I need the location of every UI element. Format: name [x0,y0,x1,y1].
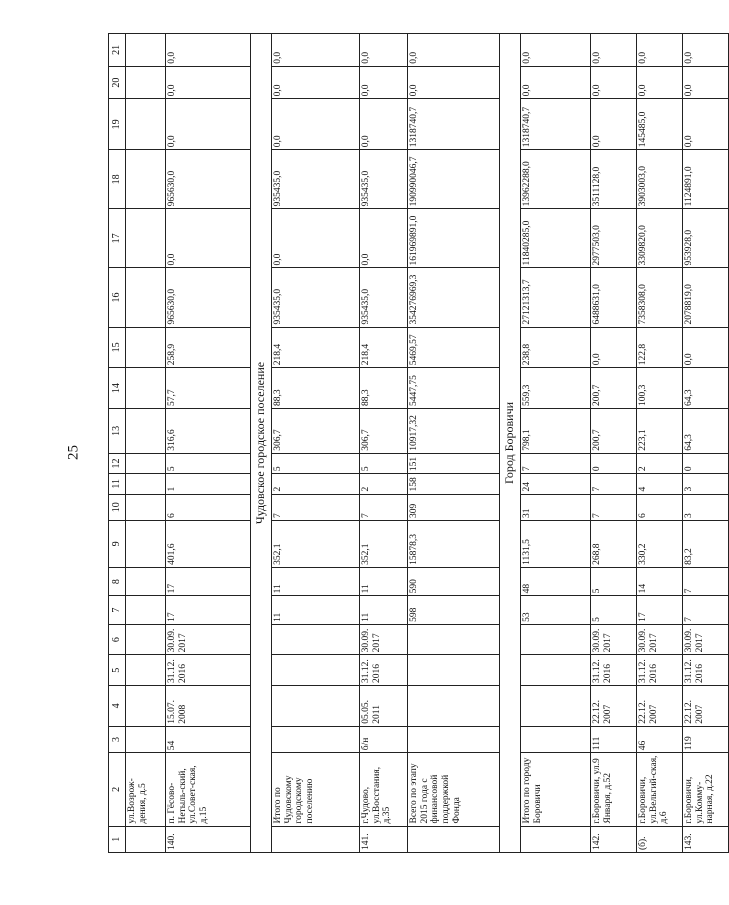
table-cell-col-8: 48 [521,567,591,596]
table-cell-col-16: 965630,0 [166,268,251,327]
table-cell-col-2: г.Боровичи, ул.Вельгий-ская, д.6 [637,753,683,826]
table-cell-col-18: 3903003,0 [637,150,683,209]
table-cell-col-8: 11 [272,567,360,596]
table-cell-col-4 [408,685,500,726]
table-cell-col-14: 88,3 [360,368,408,409]
table-row [408,34,500,853]
table-cell-col-10: 7 [591,494,637,520]
table-cell-col-18: 3511128,0 [591,150,637,209]
table-cell-col-15: 218,4 [360,327,408,368]
table-cell-col-1 [272,826,360,852]
table-cell-col-7: 598 [408,596,500,625]
table-cell-col-16: 354276969,3 [408,268,500,327]
table-cell-col-10 [126,494,166,520]
table-row [591,34,637,853]
table-cell-col-9: 15878,3 [408,521,500,568]
table-cell-col-15: 238,8 [521,327,591,368]
table-cell-col-15: 122,8 [637,327,683,368]
table-cell-col-5: 31.12. 2016 [166,655,251,686]
column-number: 18 [109,150,126,209]
table-cell-col-7: 53 [521,596,591,625]
table-cell-col-17 [126,209,166,268]
section-row [500,34,521,853]
column-number: 6 [109,624,126,655]
table-cell-col-15 [126,327,166,368]
table-cell-col-1: 143. [683,826,729,852]
table-cell-col-3: 54 [166,726,251,752]
table-cell-col-7 [126,596,166,625]
table-cell-col-8: 7 [683,567,729,596]
table-cell-col-1 [521,826,591,852]
table-cell-col-15: 0,0 [591,327,637,368]
table-cell-col-14: 100,3 [637,368,683,409]
table-cell-col-10: 7 [272,494,360,520]
table-cell-col-2: ул.Возрож-дения, д.5 [126,753,166,826]
table-cell-col-10: 7 [360,494,408,520]
table-cell-col-8: 590 [408,567,500,596]
table-row [126,34,166,853]
table-cell-col-4 [272,685,360,726]
table-cell-col-9: 401,6 [166,521,251,568]
table-cell-col-9: 330,2 [637,521,683,568]
table-cell-col-1: 141. [360,826,408,852]
table-cell-col-10: 6 [166,494,251,520]
table-cell-col-5 [521,655,591,686]
table-cell-col-12: 0 [683,453,729,473]
table-cell-col-6: 30.09. 2017 [360,624,408,655]
table-cell-col-14: 88,3 [272,368,360,409]
table-cell-col-6: 30.09. 2017 [166,624,251,655]
table-cell-col-5: 31.12. 2016 [360,655,408,686]
column-number: 21 [109,34,126,67]
table-cell-col-12: 2 [637,453,683,473]
table-cell-col-12: 5 [360,453,408,473]
table-cell-col-19: 0,0 [272,99,360,150]
table-cell-col-19: 0,0 [360,99,408,150]
table-cell-col-5 [272,655,360,686]
table-row [272,34,360,853]
table-cell-col-11: 24 [521,474,591,494]
table-cell-col-19: 0,0 [591,99,637,150]
table-cell-col-2: г.Чудово, ул.Восстания, д.35 [360,753,408,826]
table-cell-col-5: 31.12. 2016 [591,655,637,686]
table-cell-col-13: 64,3 [683,408,729,453]
table-cell-col-2: Всего по этапу 2015 года с финансовой поддержкой Фонда [408,753,500,826]
table-cell-col-7: 5 [591,596,637,625]
table-cell-col-21 [126,34,166,67]
table-cell-col-20: 0,0 [521,66,591,99]
table-cell-col-9 [126,521,166,568]
table-cell-col-18: 935435,0 [360,150,408,209]
table-cell-col-17: 2977503,0 [591,209,637,268]
table-cell-col-12: 5 [272,453,360,473]
table-cell-col-14: 200,7 [591,368,637,409]
table-cell-col-5 [408,655,500,686]
table-cell-col-19 [126,99,166,150]
table-cell-col-14 [126,368,166,409]
table-cell-col-8: 11 [360,567,408,596]
table-cell-col-1: 140. [166,826,251,852]
table-cell-col-13: 10917,32 [408,408,500,453]
table-cell-col-10: 6 [637,494,683,520]
table-cell-col-9: 1131,5 [521,521,591,568]
table-cell-col-5: 31.12. 2016 [683,655,729,686]
table-cell-col-9: 352,1 [272,521,360,568]
table-cell-col-13: 306,7 [272,408,360,453]
table-cell-col-3: 46 [637,726,683,752]
table-cell-col-9: 352,1 [360,521,408,568]
table-cell-col-11: 2 [272,474,360,494]
table-cell-col-4: 22.12. 2007 [637,685,683,726]
table-cell-col-17: 0,0 [272,209,360,268]
table-cell-col-10: 3 [683,494,729,520]
table-cell-col-17: 0,0 [166,209,251,268]
table-cell-col-6 [408,624,500,655]
table-cell-col-13: 223,1 [637,408,683,453]
table-cell-col-3 [521,726,591,752]
table-cell-col-2: Итого по Чудовскому городскому поселению [272,753,360,826]
table-cell-col-14: 57,7 [166,368,251,409]
table-cell-col-11: 158 [408,474,500,494]
table-cell-col-19: 0,0 [166,99,251,150]
table-cell-col-8: 17 [166,567,251,596]
table-cell-col-15: 218,4 [272,327,360,368]
table-cell-col-18 [126,150,166,209]
table-body [109,34,729,853]
table-cell-col-5 [126,655,166,686]
table-cell-col-14: 5447,75 [408,368,500,409]
table-cell-col-4 [521,685,591,726]
table-cell-col-21: 0,0 [272,34,360,67]
table-cell-col-11: 1 [166,474,251,494]
column-number: 14 [109,368,126,409]
table-cell-col-6 [272,624,360,655]
housing-program-table [108,33,729,853]
table-row [637,34,683,853]
table-cell-col-21: 0,0 [360,34,408,67]
table-cell-col-21: 0,0 [166,34,251,67]
table-cell-col-13: 798,1 [521,408,591,453]
table-cell-col-16: 935435,0 [272,268,360,327]
table-cell-col-17: 3309820,0 [637,209,683,268]
table-cell-col-14: 559,3 [521,368,591,409]
column-number: 10 [109,494,126,520]
table-cell-col-3 [408,726,500,752]
table-cell-col-6: 30.09. 2017 [637,624,683,655]
table-cell-col-2: п. Гёсово-Нетыль-ский, ул.Совет-ская, д.15 [166,753,251,826]
table-cell-col-11 [126,474,166,494]
column-number: 17 [109,209,126,268]
table-cell-col-14: 64,3 [683,368,729,409]
column-number: 2 [109,753,126,826]
table-cell-col-1: (б). [637,826,683,852]
page-number: 25 [65,445,82,460]
table-cell-col-16: 2078819,0 [683,268,729,327]
column-number: 20 [109,66,126,99]
table-cell-col-4: 05.05. 2011 [360,685,408,726]
table-cell-col-7: 17 [637,596,683,625]
table-cell-col-7: 17 [166,596,251,625]
table-cell-col-11: 4 [637,474,683,494]
table-cell-col-20 [126,66,166,99]
table-cell-col-19: 1318740,7 [408,99,500,150]
table-cell-col-20: 0,0 [591,66,637,99]
table-cell-col-18: 190990046,7 [408,150,500,209]
table-cell-col-12: 5 [166,453,251,473]
table-cell-col-9: 83,2 [683,521,729,568]
table-row [166,34,251,853]
table-cell-col-21: 0,0 [591,34,637,67]
table-cell-col-11: 7 [591,474,637,494]
table-cell-col-10: 31 [521,494,591,520]
table-cell-col-9: 268,8 [591,521,637,568]
table-cell-col-20: 0,0 [683,66,729,99]
table-cell-col-13: 316,6 [166,408,251,453]
table-cell-col-11: 2 [360,474,408,494]
table-cell-col-21: 0,0 [683,34,729,67]
table-cell-col-21: 0,0 [637,34,683,67]
table-cell-col-4: 22.12. 2007 [591,685,637,726]
table-cell-col-4: 22.12. 2007 [683,685,729,726]
column-number: 4 [109,685,126,726]
table-cell-col-6: 30.09. 2017 [591,624,637,655]
table-cell-col-19: 1318740,7 [521,99,591,150]
table-cell-col-18: 13962288,0 [521,150,591,209]
table-cell-col-3: 111 [591,726,637,752]
table-cell-col-20: 0,0 [408,66,500,99]
table-cell-col-8: 5 [591,567,637,596]
table-cell-col-13: 200,7 [591,408,637,453]
table-cell-col-3 [272,726,360,752]
table-cell-col-8 [126,567,166,596]
column-number: 3 [109,726,126,752]
table-cell-col-16 [126,268,166,327]
table-cell-col-13 [126,408,166,453]
table-cell-col-7: 7 [683,596,729,625]
table-cell-col-16: 6488631,0 [591,268,637,327]
table-cell-col-15: 5469,57 [408,327,500,368]
table-cell-col-12 [126,453,166,473]
table-cell-col-17: 11840285,0 [521,209,591,268]
table-cell-col-6 [126,624,166,655]
table-cell-col-20: 0,0 [272,66,360,99]
section-title: Чудовское городское поселение [251,34,272,853]
table-cell-col-6: 30.09. 2017 [683,624,729,655]
table-row [360,34,408,853]
table-cell-col-3 [126,726,166,752]
table-cell-col-18: 935435,0 [272,150,360,209]
table-cell-col-12: 151 [408,453,500,473]
table-cell-col-1: 142. [591,826,637,852]
table-cell-col-12: 7 [521,453,591,473]
column-number: 7 [109,596,126,625]
column-number: 19 [109,99,126,150]
table-cell-col-21: 0,0 [408,34,500,67]
table-cell-col-18: 965630,0 [166,150,251,209]
table-cell-col-8: 14 [637,567,683,596]
table-cell-col-12: 0 [591,453,637,473]
table-cell-col-15: 258,9 [166,327,251,368]
table-cell-col-20: 0,0 [637,66,683,99]
column-number: 12 [109,453,126,473]
table-cell-col-3: 119 [683,726,729,752]
table-cell-col-1 [408,826,500,852]
section-title: Город Боровичи [500,34,521,853]
table-cell-col-13: 306,7 [360,408,408,453]
column-number: 15 [109,327,126,368]
table-cell-col-16: 935435,0 [360,268,408,327]
column-number-row [109,34,126,853]
table-cell-col-17: 161969891,0 [408,209,500,268]
column-number: 16 [109,268,126,327]
column-number: 11 [109,474,126,494]
column-number: 8 [109,567,126,596]
rotated-table-container [108,33,716,853]
column-number: 5 [109,655,126,686]
column-number: 9 [109,521,126,568]
table-cell-col-20: 0,0 [166,66,251,99]
table-cell-col-20: 0,0 [360,66,408,99]
table-row [521,34,591,853]
table-cell-col-19: 0,0 [683,99,729,150]
table-cell-col-3: б/н [360,726,408,752]
table-cell-col-16: 7358308,0 [637,268,683,327]
table-cell-col-17: 953928,0 [683,209,729,268]
table-row [683,34,729,853]
table-cell-col-10: 309 [408,494,500,520]
table-cell-col-5: 31.12. 2016 [637,655,683,686]
table-cell-col-21: 0,0 [521,34,591,67]
table-cell-col-2: Итого по городу Боровичи [521,753,591,826]
table-cell-col-11: 3 [683,474,729,494]
table-cell-col-6 [521,624,591,655]
table-cell-col-7: 11 [360,596,408,625]
table-cell-col-19: 145485,0 [637,99,683,150]
table-cell-col-15: 0,0 [683,327,729,368]
table-cell-col-2: г.Боровичи, ул.Комму-нарная, д.22 [683,753,729,826]
table-cell-col-4 [126,685,166,726]
column-number: 1 [109,826,126,852]
column-number: 13 [109,408,126,453]
table-cell-col-4: 15.07. 2008 [166,685,251,726]
table-cell-col-2: г.Боровичи, ул.9 Января, д.52 [591,753,637,826]
table-cell-col-7: 11 [272,596,360,625]
table-cell-col-16: 27121313,7 [521,268,591,327]
table-cell-col-18: 1124891,0 [683,150,729,209]
table-cell-col-17: 0,0 [360,209,408,268]
section-row [251,34,272,853]
table-cell-col-1 [126,826,166,852]
